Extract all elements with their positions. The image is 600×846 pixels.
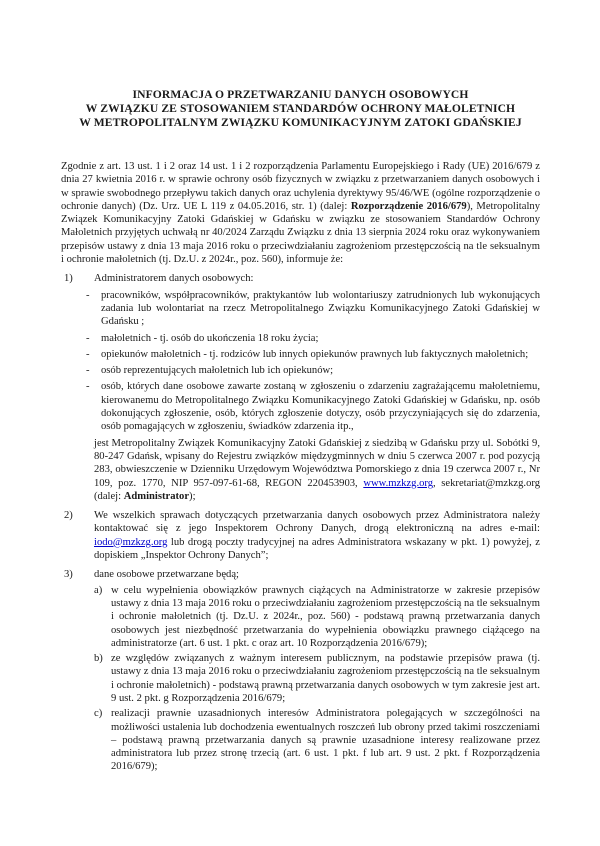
item-1-lead: Administratorem danych osobowych: xyxy=(94,273,254,285)
item-1-bullet-2-text: małoletnich - tj. osób do ukończenia 18 roku życia; xyxy=(101,332,319,344)
website-link[interactable]: www.mzkzg.org xyxy=(363,477,434,489)
title-line-1: INFORMACJA O PRZETWARZANIU DANYCH OSOBOWYCH xyxy=(132,88,469,101)
bullet-dash-icon: - xyxy=(86,332,90,344)
bullet-dash-icon: - xyxy=(86,381,90,393)
item-2-text-1: We wszelkich sprawach dotyczących przetwarzania danych osobowych przez Administratora należy kontaktować się z jego Inspektorem Ochrony Danych, drogą elektroniczną na adres e-mail: xyxy=(94,510,540,535)
numbered-item-1 xyxy=(61,272,540,503)
item-3-sub-b-label: b) xyxy=(94,653,103,665)
item-2-text-2: lub drogą poczty tradycyjnej na adres Administratora wskazany w pkt. 1) powyżej, z dopiskiem „Inspektor Ochrony Danych”; xyxy=(94,536,540,562)
item-1-number: 1) xyxy=(64,273,73,285)
item-1-bullet-4-text: osób reprezentujących małoletnich lub ich opiekunów; xyxy=(101,365,334,377)
item-1-bold-administrator: Administrator xyxy=(123,490,190,502)
item-1-cont-text-2: , sekretariat@mzkzg.org (dalej: xyxy=(94,477,540,502)
item-3-sub-b-text: ze względów związanych z ważnym interesem publicznym, na podstawie przepisów prawa (tj. ustawy z dnia 13 maja 2016 roku o przeciwdziałaniu zagrożeniom przestępczością na tle seksualnym i ochronie małoletnich) - podstawą prawną przetwarzania danych osobowych w tym zakresie jest art. 9 ust. 2 pkt. g Rozporządzenia 2016/679; xyxy=(111,653,540,704)
bullet-dash-icon: - xyxy=(86,348,90,360)
item-3-lead: dane osobowe przetwarzane będą; xyxy=(94,569,240,581)
item-1-bullet-1 xyxy=(61,289,540,329)
item-1-bullet-3 xyxy=(61,348,540,361)
document-title xyxy=(61,88,540,130)
item-3-sub-a-label: a) xyxy=(94,584,103,596)
item-1-bullet-2 xyxy=(61,332,540,345)
item-3-sub-c-text: realizacji prawnie uzasadnionych interesów Administratora polegających w szczególności na możliwości ustalenia lub dochodzenia ewentualnych roszczeń lub obrony przed takimi roszczeniami – podstawą prawną przetwarzania danych są prawnie uzasadnione interesy realizowane przez administratora lub przez stronę trzecią (art. 6 ust. 1 pkt. f lub art. 9 ust. 2 pkt. f Rozporządzenia 2016/679); xyxy=(111,708,540,773)
item-3-number: 3) xyxy=(64,569,73,581)
item-2-paragraph xyxy=(94,509,540,562)
item-3-sub-c xyxy=(61,707,540,773)
item-1-bullet-3-text: opiekunów małoletnich - tj. rodziców lub innych opiekunów prawnych lub faktycznych małoletnich; xyxy=(101,348,529,360)
item-1-bullet-1-text: pracowników, współpracowników, praktykantów lub wolontariuszy zatrudnionych lub wykonujących zadania lub wolontariat na rzecz Metropolitalnego Związku Komunikacyjnego Zatoki Gdańskiej w Gdańsku ; xyxy=(101,289,540,328)
intro-text-1: Zgodnie z art. 13 ust. 1 i 2 oraz 14 ust. 1 i 2 rozporządzenia Parlamentu Europejskiego i Rady (UE) 2016/679 z dnia 27 kwietnia 2016 r. w sprawie ochrony osób fizycznych w związku z przetwarzaniem danych osobowych i w sprawie swobodnego przepływu takich danych oraz uchylenia dyrektywy 95/46/WE (ogólne rozporządzenie o ochronie danych) (Dz. Urz. UE L 119 z 04.05.2016, str. 1) (dalej: xyxy=(61,161,540,212)
title-line-2: W ZWIĄZKU ZE STOSOWANIEM STANDARDÓW OCHRONY MAŁOLETNICH xyxy=(85,102,516,115)
item-1-bullet-5-text: osób, których dane osobowe zawarte zostaną w zgłoszeniu o zdarzeniu zagrażającemu małoletniemu, kierowanemu do Metropolitalnego Związku Komunikacyjnego Zatoki Gdańskiej w Gdańsku, np. osób dokonujących zgłoszenie, osób, których zgłoszenie dotyczy, osób przyczyniających się do zdarzenia, osób pomagających w zgłoszeniu, świadków zdarzenia itp., xyxy=(101,381,540,433)
item-3-sub-a-text: w celu wypełnienia obowiązków prawnych ciążących na Administratorze w zakresie przepisów ustawy z dnia 13 maja 2016 roku o przeciwdziałaniu zagrożeniom przestępczością na tle seksualnym i ochronie małoletnich (tj. Dz.U. z 2024r., poz. 560) - podstawą prawną przetwarzania danych osobowych jest niezbędność przetwarzania do wypełnienia obowiązku prawnego ciążącego na administratorze (art. 6 ust. 1 pkt. c oraz art. 10 Rozporządzenia 2016/679); xyxy=(111,584,540,649)
item-1-continuation xyxy=(94,437,540,503)
title-line-3: W METROPOLITALNYM ZWIĄZKU KOMUNIKACYJNYM ZATOKI GDAŃSKIEJ xyxy=(79,116,522,129)
item-3-sub-a xyxy=(61,584,540,650)
bullet-dash-icon: - xyxy=(86,289,90,301)
bullet-dash-icon: - xyxy=(86,365,90,377)
item-3-sub-c-label: c) xyxy=(94,708,103,720)
intro-paragraph xyxy=(61,160,540,266)
numbered-item-3 xyxy=(61,568,540,773)
item-3-sub-b xyxy=(61,652,540,705)
item-1-bullet-4 xyxy=(61,364,540,377)
email-link[interactable]: iodo@mzkzg.org xyxy=(94,536,168,548)
item-1-cont-text-1: jest Metropolitalny Związek Komunikacyjny Zatoki Gdańskiej z siedzibą w Gdańsku przy ul. Sobótki 9, 80-247 Gdańsk, wpisany do Rejestru związków międzygminnych w dniu 5 czerwca 2007 r. pod pozycją 283, obwieszczenie w Dzienniku Urzędowym Województwa Pomorskiego z dnia 19 czerwca 2007 r., Nr 109, poz. 1770, NIP 957-097-61-68, REGON 220453903, xyxy=(94,437,540,489)
intro-text-2: ), Metropolitalny Związek Komunikacyjny Zatoki Gdańskiej w Gdańsku w związku ze stosowaniem Standardów Ochrony Małoletnich przyjętych uchwałą nr 40/2024 Zarządu Związku z dnia 13 sierpnia 2024 roku oraz wykonywaniem przepisów ustawy z dnia 13 maja 2016 roku o przeciwdziałaniu zagrożeniom przestępczością na tle seksualnym i ochronie małoletnich (tj. Dz.U. z 2024r., poz. 560), informuje że: xyxy=(61,200,540,266)
item-2-number: 2) xyxy=(64,510,73,522)
intro-bold-regulation-name: Rozporządzenie 2016/679 xyxy=(350,200,467,212)
numbered-item-2 xyxy=(61,509,540,562)
item-1-cont-text-3: ); xyxy=(189,490,196,502)
item-1-bullet-5 xyxy=(61,380,540,433)
